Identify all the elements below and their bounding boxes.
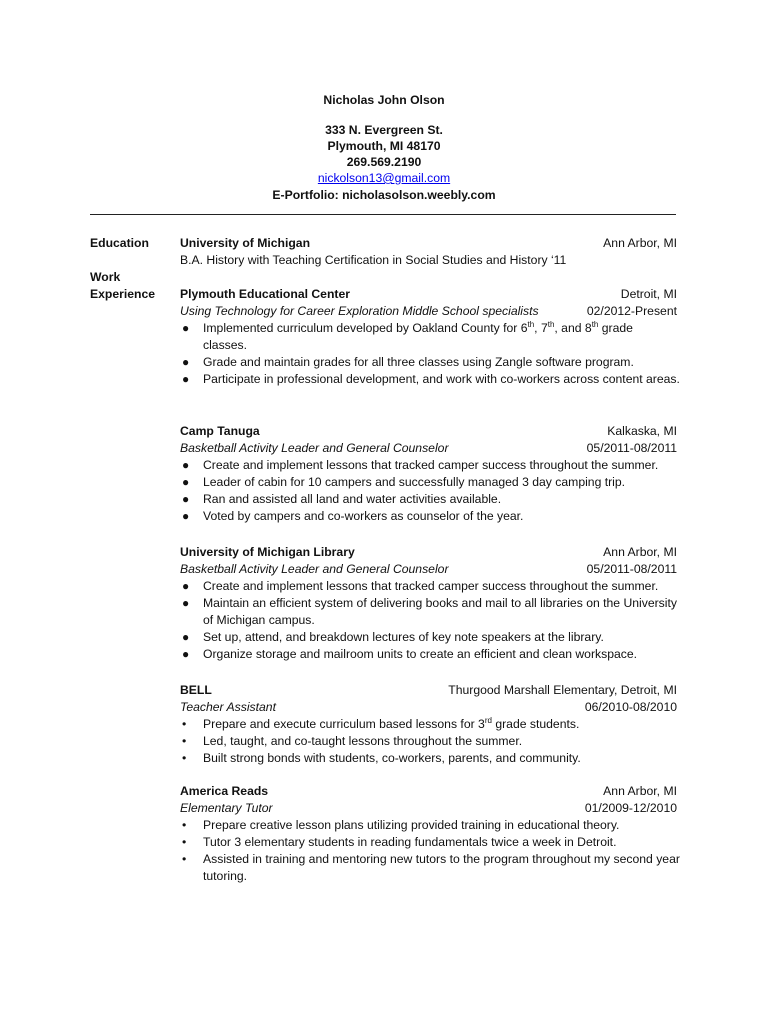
job-org: University of Michigan Library — [180, 545, 355, 559]
list-item — [180, 629, 680, 646]
job-title: Elementary Tutor — [180, 801, 273, 815]
job-header-row — [180, 423, 677, 440]
job-header-row — [180, 286, 677, 303]
list-item — [180, 817, 680, 834]
job-title: Teacher Assistant — [180, 700, 276, 714]
job-bullet-list — [180, 716, 680, 767]
list-item — [180, 578, 680, 595]
bullet-text: Tutor 3 elementary students in reading fundamentals twice a week in Detroit. — [203, 835, 617, 849]
list-item — [180, 354, 680, 371]
bullet-icon: ● — [182, 630, 190, 644]
job-bullet-list — [180, 320, 680, 388]
bullet-text: Ran and assisted all land and water activities available. — [203, 492, 502, 506]
city-state-zip: Plymouth, MI 48170 — [327, 139, 441, 153]
job-bullet-list — [180, 457, 680, 525]
bullet-icon: ● — [182, 579, 190, 593]
education-degree: B.A. History with Teaching Certification in Social Studies and History ‘11 — [180, 253, 567, 267]
list-item — [180, 716, 680, 733]
bullet-text: Participate in professional development, and work with co-workers across content areas. — [203, 372, 680, 386]
list-item — [180, 474, 680, 491]
job-title: Basketball Activity Leader and General Counselor — [180, 441, 449, 455]
list-item — [180, 320, 680, 354]
list-item — [180, 750, 680, 767]
bullet-text: Organize storage and mailroom units to create an efficient and clean workspace. — [203, 647, 638, 661]
bullet-text: Maintain an efficient system of delivering books and mail to all libraries on the University of Michigan campus. — [203, 596, 677, 627]
job-dates: 02/2012-Present — [586, 304, 677, 318]
bullet-icon: • — [182, 751, 187, 765]
list-item — [180, 371, 680, 388]
section-label-education: Education — [90, 236, 149, 250]
job-bullet-list — [180, 817, 680, 885]
job-dates: 06/2010-08/2010 — [584, 700, 677, 714]
education-header-row — [180, 235, 677, 252]
bullet-text: Grade and maintain grades for all three classes using Zangle software program. — [203, 355, 634, 369]
job-title: Basketball Activity Leader and General Counselor — [180, 562, 449, 576]
education-degree-row — [180, 252, 677, 269]
job-org: America Reads — [180, 784, 269, 798]
job-title-row — [180, 800, 677, 817]
bullet-text: Assisted in training and mentoring new tutors to the program throughout my second year tutoring. — [203, 852, 680, 883]
list-item — [180, 733, 680, 750]
bullet-icon: ● — [182, 509, 190, 523]
job-title: Using Technology for Career Exploration Middle School specialists — [180, 304, 539, 318]
job-title-row — [180, 440, 677, 457]
bullet-icon: ● — [182, 355, 190, 369]
bullet-text: Create and implement lessons that tracked camper success throughout the summer. — [203, 458, 659, 472]
section-label-work-1: Work — [90, 270, 121, 284]
education-location: Ann Arbor, MI — [603, 236, 677, 250]
job-title-row — [180, 561, 677, 578]
bullet-icon: • — [182, 835, 187, 849]
job-org: Camp Tanuga — [180, 424, 260, 438]
bullet-icon: ● — [182, 647, 190, 661]
bullet-text: Set up, attend, and breakdown lectures of key note speakers at the library. — [203, 630, 604, 644]
bullet-icon: ● — [182, 475, 190, 489]
job-org: BELL — [180, 683, 212, 697]
list-item — [180, 508, 680, 525]
bullet-icon: ● — [182, 596, 190, 610]
street-address: 333 N. Evergreen St. — [325, 123, 443, 137]
job-org: Plymouth Educational Center — [180, 287, 350, 301]
job-location: Thurgood Marshall Elementary, Detroit, MI — [448, 683, 677, 697]
job-location: Detroit, MI — [620, 287, 677, 301]
job-location: Ann Arbor, MI — [603, 784, 677, 798]
bullet-icon: • — [182, 734, 187, 748]
list-item — [180, 834, 680, 851]
header-divider — [90, 214, 676, 215]
bullet-icon: • — [182, 818, 187, 832]
job-dates: 05/2011-08/2011 — [586, 441, 677, 455]
bullet-icon: • — [182, 852, 187, 866]
list-item — [180, 646, 680, 663]
bullet-text: Voted by campers and co-workers as counselor of the year. — [203, 509, 524, 523]
bullet-text: Create and implement lessons that tracked camper success throughout the summer. — [203, 579, 659, 593]
bullet-icon: ● — [182, 492, 190, 506]
bullet-icon: ● — [182, 321, 190, 335]
bullet-icon: • — [182, 717, 187, 731]
job-dates: 01/2009-12/2010 — [584, 801, 677, 815]
bullet-text: Prepare and execute curriculum based lessons for 3rd grade students. — [203, 715, 580, 731]
bullet-text: Leader of cabin for 10 campers and successfully managed 3 day camping trip. — [203, 475, 626, 489]
list-item — [180, 851, 680, 885]
list-item — [180, 491, 680, 508]
bullet-icon: ● — [182, 372, 190, 386]
bullet-text: Prepare creative lesson plans utilizing provided training in educational theory. — [203, 818, 620, 832]
list-item — [180, 457, 680, 474]
education-school: University of Michigan — [180, 236, 311, 250]
job-title-row — [180, 303, 677, 320]
job-header-row — [180, 783, 677, 800]
job-location: Kalkaska, MI — [607, 424, 677, 438]
bullet-text: Led, taught, and co-taught lessons throughout the summer. — [203, 734, 523, 748]
portfolio-url: E-Portfolio: nicholasolson.weebly.com — [272, 188, 496, 202]
bullet-text: Implemented curriculum developed by Oakland County for 6th, 7th, and 8th grade classes. — [203, 319, 633, 352]
job-location: Ann Arbor, MI — [603, 545, 677, 559]
job-title-row — [180, 699, 677, 716]
list-item — [180, 595, 680, 629]
candidate-name: Nicholas John Olson — [323, 93, 445, 107]
job-header-row — [180, 682, 677, 699]
bullet-icon: ● — [182, 458, 190, 472]
bullet-text: Built strong bonds with students, co-workers, parents, and community. — [203, 751, 581, 765]
job-dates: 05/2011-08/2011 — [586, 562, 677, 576]
email-link[interactable]: nickolson13@gmail.com — [317, 171, 451, 185]
phone-number: 269.569.2190 — [346, 155, 422, 169]
section-label-work-2: Experience — [90, 287, 156, 301]
job-header-row — [180, 544, 677, 561]
job-bullet-list — [180, 578, 680, 663]
